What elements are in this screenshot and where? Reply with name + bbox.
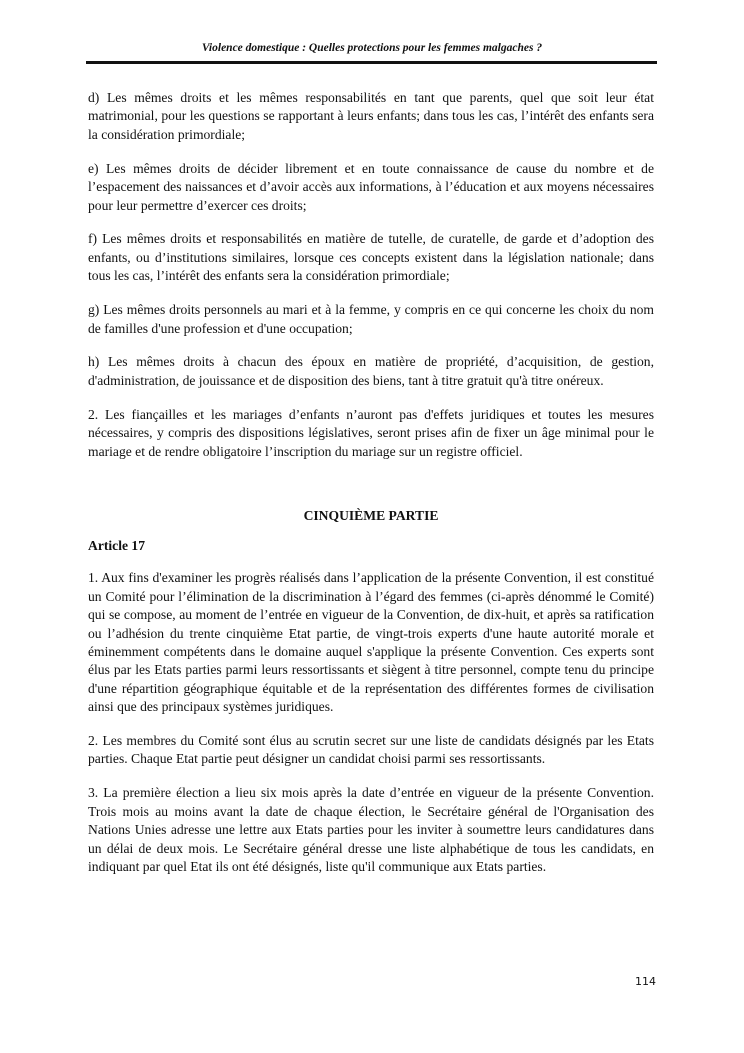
paragraph-d: d) Les mêmes droits et les mêmes responsabilités en tant que parents, quel que soit leur état matrimonial, pour les questions se rapportant à leurs enfants; dans tous les cas, l’intérêt des enfants sera la considération primordiale; <box>88 90 654 142</box>
article-title: Article 17 <box>88 537 145 553</box>
paragraph-h: h) Les mêmes droits à chacun des époux en matière de propriété, d’acquisition, de gestion, d'administration, de jouissance et de disposition des biens, tant à titre gratuit qu'à titre onéreux. <box>88 354 654 388</box>
page-body <box>88 89 654 892</box>
page-number: 114 <box>635 975 656 988</box>
paragraph-f: f) Les mêmes droits et responsabilités en matière de tutelle, de curatelle, de garde et d’adoption des enfants, ou d’institutions similaires, lorsque ces concepts existent dans la législation nationale; dans tous les cas, l’intérêt des enfants sera la considération primordiale; <box>88 231 654 284</box>
article-paragraph-2: 2. Les membres du Comité sont élus au scrutin secret sur une liste de candidats désignés par les Etats parties. Chaque Etat partie peut désigner un candidat choisi parmi ses ressortissants. <box>88 733 654 767</box>
header-rule <box>86 61 657 64</box>
article-paragraph-3: 3. La première élection a lieu six mois après la date d’entrée en vigueur de la présente Convention. Trois mois au moins avant la date de chaque élection, le Secrétaire général de l'Organisation des Nations Unies adresse une lettre aux Etats parties pour les inviter à soumettre leurs candidatures dans un délai de deux mois. Le Secrétaire général dresse une liste alphabétique de tous les candidats, en indiquant par quel Etat ils ont été désignés, liste qu'il communique aux Etats parties. <box>88 785 654 874</box>
paragraph-2: 2. Les fiançailles et les mariages d’enfants n’auront pas d'effets juridiques et toutes les mesures nécessaires, y compris des dispositions législatives, seront prises afin de fixer un âge minimal pour le mariage et de rendre obligatoire l’inscription du mariage sur un registre officiel. <box>88 406 654 459</box>
running-header: Violence domestique : Quelles protections pour les femmes malgaches ? <box>201 42 543 54</box>
article-paragraph-1: 1. Aux fins d'examiner les progrès réalisés dans l’application de la présente Convention, il est constitué un Comité pour l’élimination de la discrimination à l’égard des femmes (ci-après dénommé le Comité) qui se compose, au moment de l’entrée en vigueur de la Convention, de dix-huit, et après sa ratification ou l’adhésion du trente cinquième Etat partie, de vingt-trois experts d'une haute autorité morale et éminemment compétents dans le domaine auquel s'applique la présente Convention. Ces experts sont élus par les Etats parties parmi leurs ressortissants et siègent à titre personnel, compte tenu du principe d'une répartition géographique équitable et de la représentation des différentes formes de civilisation ainsi que des principaux systèmes juridiques. <box>88 570 654 715</box>
section-spacer <box>88 477 654 507</box>
paragraph-g: g) Les mêmes droits personnels au mari et à la femme, y compris en ce qui concerne les choix du nom de familles d'une profession et d'une occupation; <box>88 302 654 336</box>
part-title: CINQUIÈME PARTIE <box>303 507 439 523</box>
paragraph-e: e) Les mêmes droits de décider librement et en toute connaissance de cause du nombre et de l’espacement des naissances et d’avoir accès aux informations, à l’éducation et aux moyens nécessaires pour leur permettre d’exercer ces droits; <box>88 160 654 213</box>
